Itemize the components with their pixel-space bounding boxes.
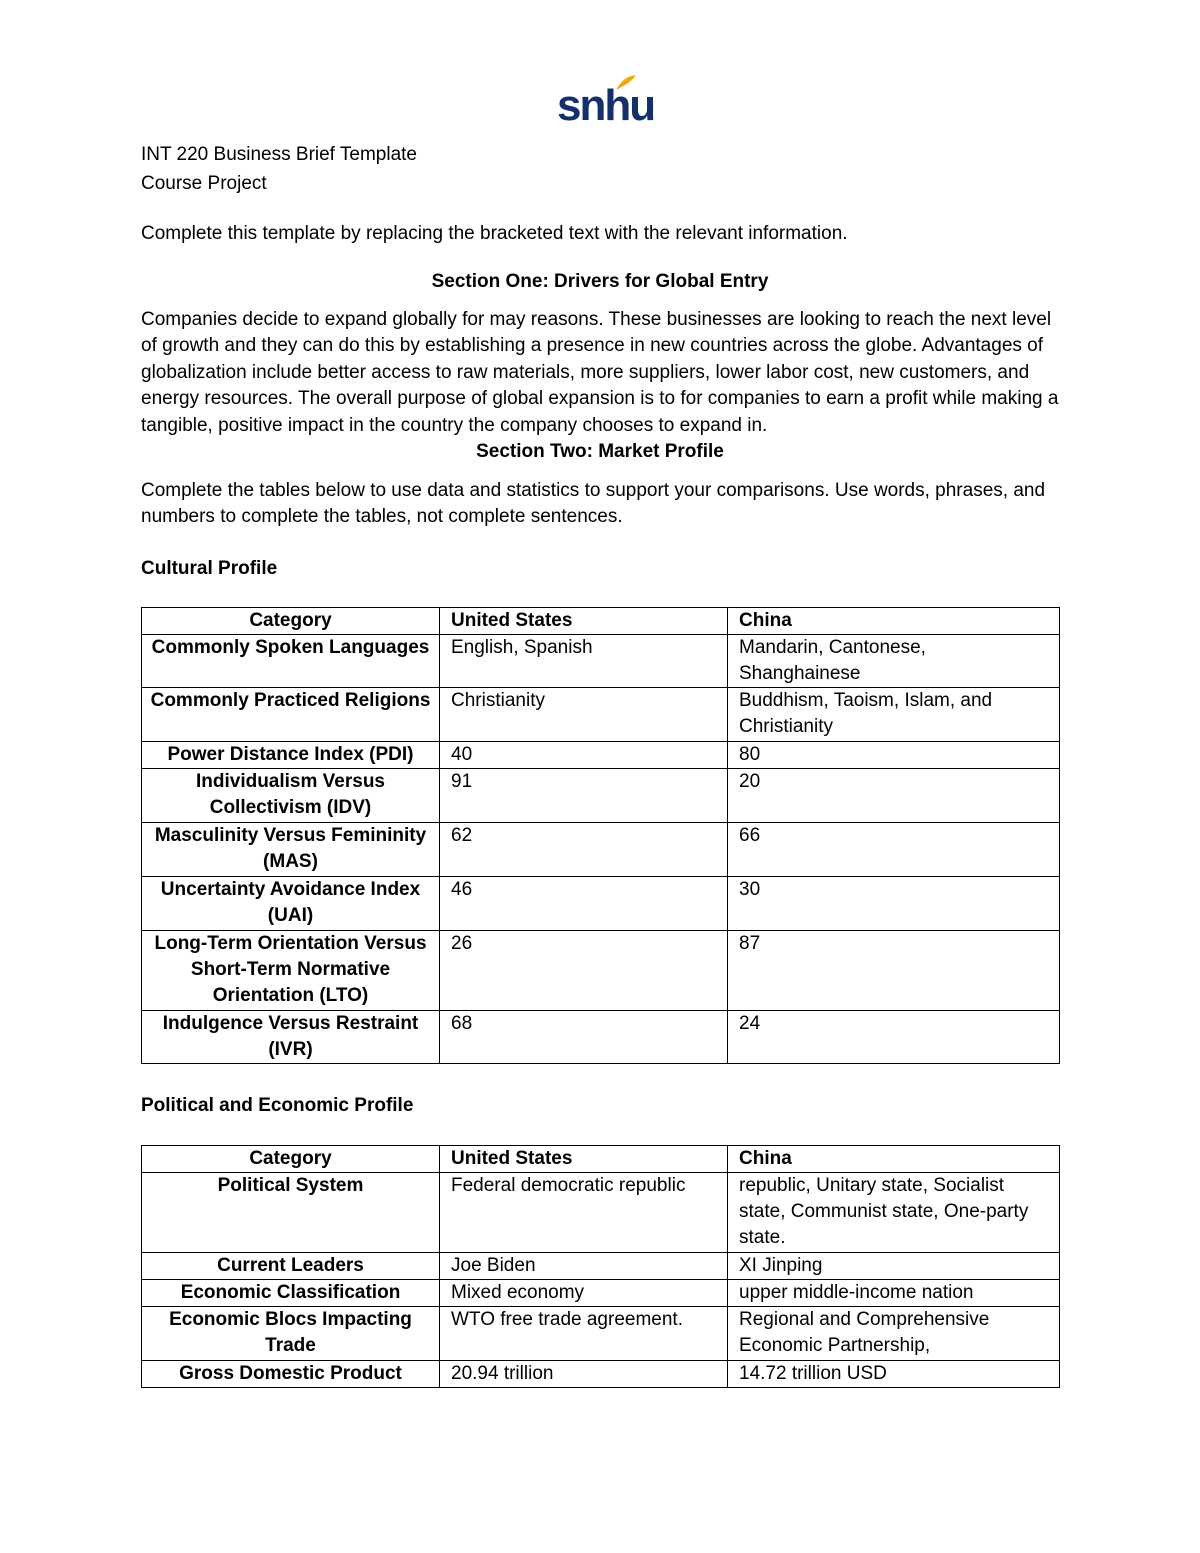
- table-row: [142, 1173, 1060, 1253]
- section-two-heading: Section Two: Market Profile: [476, 441, 724, 462]
- row-category: Long-Term Orientation Versus Short-Term Normative Orientation (LTO): [142, 931, 440, 1011]
- section-one-heading: Section One: Drivers for Global Entry: [431, 271, 769, 292]
- row-china-value: 20: [728, 769, 1060, 823]
- row-category: Current Leaders: [142, 1253, 440, 1280]
- row-china-value: upper middle-income nation: [728, 1280, 1060, 1307]
- row-china-value: republic, Unitary state, Socialist state, Communist state, One-party state.: [728, 1173, 1060, 1253]
- header-china: China: [728, 608, 1060, 635]
- row-category: Political System: [142, 1173, 440, 1253]
- table-row: [142, 877, 1060, 931]
- table-header-row: [142, 1146, 1060, 1173]
- row-us-value: Joe Biden: [440, 1253, 728, 1280]
- cultural-profile-table: [141, 607, 1060, 1064]
- row-us-value: 68: [440, 1011, 728, 1064]
- table-row: [142, 688, 1060, 742]
- table-row: [142, 635, 1060, 688]
- row-us-value: 40: [440, 742, 728, 769]
- row-china-value: 66: [728, 823, 1060, 877]
- header-china: China: [728, 1146, 1060, 1173]
- instruction-text: Complete this template by replacing the bracketed text with the relevant information.: [141, 223, 848, 244]
- row-china-value: 14.72 trillion USD: [728, 1361, 1060, 1388]
- table-row: [142, 769, 1060, 823]
- row-us-value: Federal democratic republic: [440, 1173, 728, 1253]
- table-row: [142, 1280, 1060, 1307]
- row-us-value: 26: [440, 931, 728, 1011]
- row-china-value: 80: [728, 742, 1060, 769]
- row-category: Power Distance Index (PDI): [142, 742, 440, 769]
- political-economic-heading: Political and Economic Profile: [141, 1095, 414, 1116]
- cultural-profile-heading: Cultural Profile: [141, 558, 278, 579]
- snhu-logo: [557, 74, 655, 132]
- row-category: Gross Domestic Product: [142, 1361, 440, 1388]
- row-china-value: 87: [728, 931, 1060, 1011]
- row-us-value: 46: [440, 877, 728, 931]
- header-united-states: United States: [440, 1146, 728, 1173]
- row-us-value: English, Spanish: [440, 635, 728, 688]
- table-row: [142, 1253, 1060, 1280]
- header-category: Category: [142, 1146, 440, 1173]
- row-china-value: Mandarin, Cantonese, Shanghainese: [728, 635, 1060, 688]
- row-china-value: Regional and Comprehensive Economic Partnership,: [728, 1307, 1060, 1361]
- row-us-value: 91: [440, 769, 728, 823]
- political-economic-table: [141, 1145, 1060, 1388]
- row-category: Masculinity Versus Femininity (MAS): [142, 823, 440, 877]
- row-us-value: WTO free trade agreement.: [440, 1307, 728, 1361]
- row-category: Indulgence Versus Restraint (IVR): [142, 1011, 440, 1064]
- table-row: [142, 1011, 1060, 1064]
- row-china-value: Buddhism, Taoism, Islam, and Christianity: [728, 688, 1060, 742]
- table-row: [142, 1361, 1060, 1388]
- table-header-row: [142, 608, 1060, 635]
- row-category: Commonly Practiced Religions: [142, 688, 440, 742]
- row-category: Economic Classification: [142, 1280, 440, 1307]
- header-united-states: United States: [440, 608, 728, 635]
- row-us-value: 20.94 trillion: [440, 1361, 728, 1388]
- table-row: [142, 931, 1060, 1011]
- row-us-value: Mixed economy: [440, 1280, 728, 1307]
- table-row: [142, 742, 1060, 769]
- logo-text: snhu: [557, 81, 655, 130]
- section-two-body: Complete the tables below to use data and statistics to support your comparisons. Use words, phrases, and numbers to complete the tables, not complete sentences.: [141, 480, 1046, 528]
- document-subtitle: Course Project: [141, 173, 267, 194]
- row-china-value: 30: [728, 877, 1060, 931]
- row-china-value: XI Jinping: [728, 1253, 1060, 1280]
- row-category: Commonly Spoken Languages: [142, 635, 440, 688]
- row-category: Economic Blocs Impacting Trade: [142, 1307, 440, 1361]
- table-row: [142, 823, 1060, 877]
- section-one-body: Companies decide to expand globally for may reasons. These businesses are looking to reach the next level of growth and they can do this by establishing a presence in new countries across the globe. Advantages of globalization include better access to raw materials, more suppliers, lower labor cost, new customers, and energy resources. The overall purpose of global expansion is to for companies to earn a profit while making a tangible, positive impact in the country the company chooses to expand in.: [141, 309, 1059, 436]
- table-row: [142, 1307, 1060, 1361]
- row-china-value: 24: [728, 1011, 1060, 1064]
- document-title: INT 220 Business Brief Template: [141, 144, 417, 165]
- header-category: Category: [142, 608, 440, 635]
- row-category: Uncertainty Avoidance Index (UAI): [142, 877, 440, 931]
- row-us-value: 62: [440, 823, 728, 877]
- row-category: Individualism Versus Collectivism (IDV): [142, 769, 440, 823]
- row-us-value: Christianity: [440, 688, 728, 742]
